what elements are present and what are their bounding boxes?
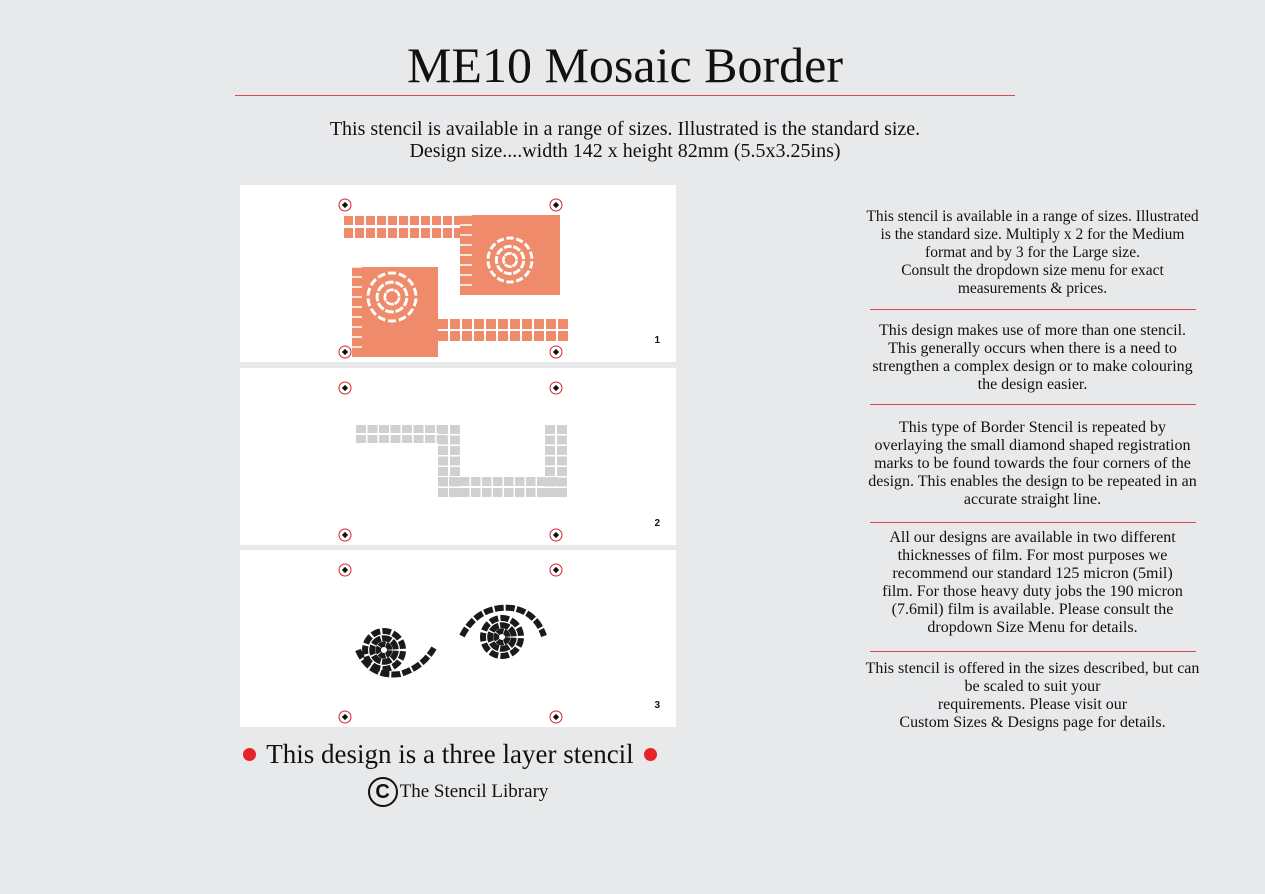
mosaic-tile	[344, 216, 353, 225]
mosaic-tile	[460, 477, 470, 486]
spiral-tile	[490, 652, 498, 656]
mosaic-tile	[498, 319, 508, 329]
mosaic-tile	[402, 425, 412, 433]
mosaic-tile	[545, 467, 555, 476]
stencil-layer-3-artwork	[240, 550, 676, 727]
info-line: All our designs are available in two different	[889, 529, 1176, 546]
mosaic-tile	[526, 488, 536, 497]
mosaic-tile	[557, 457, 567, 466]
spiral-tile	[504, 272, 512, 273]
copyright-text: The Stencil Library	[399, 781, 549, 802]
info-line: film. For those heavy duty jobs the 190 micron	[882, 583, 1183, 600]
spiral-tile	[392, 641, 396, 649]
mosaic-tile	[366, 216, 375, 225]
mosaic-tile	[557, 425, 567, 434]
spiral-tile	[393, 661, 399, 667]
spiral-tile	[484, 643, 489, 650]
spiral-tile	[372, 646, 373, 655]
mosaic-tile	[498, 331, 508, 341]
info-divider	[870, 404, 1196, 405]
mosaic-tile	[391, 435, 401, 443]
spiral-tile	[380, 644, 386, 646]
spiral-tile	[519, 638, 521, 646]
spiral-tile	[490, 633, 491, 642]
mosaic-tile	[399, 228, 408, 238]
info-line: design. This enables the design to be repeated in an	[868, 473, 1197, 490]
info-line: Custom Sizes & Designs page for details.	[899, 714, 1166, 731]
mosaic-tile	[462, 319, 472, 329]
info-column	[835, 208, 1230, 732]
spiral-tile	[378, 647, 379, 653]
mosaic-tile	[450, 457, 460, 466]
spiral-tile	[377, 293, 378, 301]
spiral-tile	[530, 261, 532, 268]
mosaic-tile	[522, 319, 532, 329]
intro-line-1: This stencil is available in a range of sizes. Illustrated is the standard size.	[329, 118, 921, 140]
mosaic-tile	[534, 331, 544, 341]
mosaic-tile	[410, 228, 419, 238]
mosaic-tile	[545, 457, 555, 466]
spiral-tile	[392, 651, 396, 659]
mosaic-tile	[450, 436, 460, 445]
mosaic-tile	[471, 477, 481, 486]
mosaic-tile	[546, 319, 556, 329]
spiral-tile	[488, 261, 490, 268]
mosaic-tile	[515, 477, 525, 486]
spiral-tile	[511, 620, 517, 626]
info-line: This design makes use of more than one stencil.	[878, 322, 1187, 339]
title-divider	[235, 95, 1015, 96]
stencil-layer-1	[240, 185, 676, 362]
spiral-tile	[385, 293, 386, 301]
info-line: Consult the dropdown size menu for exact	[901, 262, 1164, 279]
spiral-tile	[372, 631, 380, 635]
mosaic-tile	[545, 436, 555, 445]
layer-number-3: 3	[654, 700, 660, 711]
layer-tagline	[220, 737, 680, 771]
info-line: is the standard size. Multiply x 2 for the Medium	[880, 226, 1185, 243]
mosaic-tile	[510, 331, 520, 341]
mosaic-tile	[410, 216, 419, 225]
mosaic-tile	[438, 436, 448, 445]
mosaic-tile	[414, 425, 424, 433]
mosaic-tile	[462, 331, 472, 341]
stencil-layer-1-artwork	[240, 185, 676, 362]
mosaic-tile	[546, 280, 558, 291]
mosaic-tile	[510, 319, 520, 329]
spiral-tile	[504, 632, 508, 637]
mosaic-tile	[449, 477, 459, 486]
mosaic-tile	[557, 478, 567, 487]
info-repeat	[835, 419, 1230, 509]
mosaic-tile	[438, 425, 448, 434]
mosaic-tile	[504, 477, 514, 486]
spiral-tile	[496, 256, 497, 264]
spiral-tile	[414, 288, 416, 296]
mosaic-tile	[460, 488, 470, 497]
info-line: overlaying the small diamond shaped registration	[874, 437, 1191, 454]
spiral-tile	[500, 618, 508, 619]
mosaic-tile	[443, 228, 452, 238]
mosaic-tile	[438, 477, 448, 486]
mosaic-tile	[546, 267, 558, 278]
mosaic-tile	[450, 331, 460, 341]
spiral-tile	[382, 631, 390, 632]
mosaic-tile	[557, 446, 567, 455]
info-line: (7.6mil) film is available. Please consult the	[891, 601, 1174, 618]
mosaic-tile	[534, 319, 544, 329]
spiral-tile	[484, 623, 489, 630]
mosaic-tile	[432, 228, 441, 238]
mosaic-tile	[391, 425, 401, 433]
spiral-tile	[368, 288, 370, 296]
info-line: the design easier.	[977, 376, 1088, 393]
mosaic-tile	[421, 216, 430, 225]
info-film	[835, 529, 1230, 637]
red-bullet-icon	[644, 748, 657, 761]
info-line: strengthen a complex design or to make colouring	[872, 358, 1193, 375]
mosaic-block	[352, 267, 438, 357]
mosaic-tile	[450, 425, 460, 434]
spiral-tile	[500, 625, 509, 627]
info-line: dropdown Size Menu for details.	[927, 619, 1138, 636]
spiral-tile	[386, 650, 390, 655]
mosaic-tile	[438, 467, 448, 476]
info-divider	[870, 309, 1196, 310]
info-line: be scaled to suit your	[964, 678, 1101, 695]
mosaic-tile	[449, 488, 459, 497]
mosaic-tile	[366, 228, 375, 238]
info-line: This stencil is available in a range of sizes. Illustrated	[866, 208, 1199, 225]
spiral-tile	[510, 638, 514, 646]
info-multi-stencil	[835, 322, 1230, 394]
layer-number-2: 2	[654, 518, 660, 529]
spiral-tile	[488, 252, 490, 259]
info-line: marks to be found towards the four corners of the	[874, 455, 1191, 472]
mosaic-tile	[515, 488, 525, 497]
mosaic-tile	[474, 319, 484, 329]
info-line: requirements. Please visit our	[937, 696, 1128, 713]
mosaic-tile	[425, 435, 435, 443]
mosaic-tile	[493, 477, 503, 486]
mosaic-tile	[558, 319, 568, 329]
mosaic-tile	[545, 488, 555, 497]
mosaic-tile	[546, 215, 558, 226]
intro-line-2: Design size....width 142 x height 82mm (5.5x3.25ins)	[409, 140, 841, 162]
mosaic-tile	[421, 228, 430, 238]
spiral-tile	[498, 631, 504, 633]
spiral-tile	[382, 668, 390, 669]
info-divider	[870, 651, 1196, 652]
spiral-tile	[401, 651, 403, 659]
mosaic-tile	[545, 478, 555, 487]
mosaic-tile	[486, 319, 496, 329]
red-bullet-icon	[243, 748, 256, 761]
info-line: accurate straight line.	[963, 491, 1102, 508]
mosaic-tile	[432, 216, 441, 225]
info-line: This generally occurs when there is a need to	[888, 340, 1177, 357]
tagline-text: This design is a three layer stencil	[266, 739, 634, 769]
mosaic-tile	[546, 331, 556, 341]
spiral-tile	[500, 647, 509, 649]
mosaic-tile	[493, 488, 503, 497]
mosaic-tile	[546, 241, 558, 252]
mosaic-tile	[402, 435, 412, 443]
spiral-tile	[500, 655, 508, 656]
mosaic-tile	[414, 435, 424, 443]
spiral-tile	[380, 654, 386, 656]
intro-text	[200, 118, 1050, 162]
spiral-tile	[414, 298, 416, 306]
info-custom	[835, 660, 1230, 732]
mosaic-tile	[557, 467, 567, 476]
mosaic-tile	[379, 425, 389, 433]
mosaic-tile	[438, 488, 448, 497]
spiral-tile	[393, 633, 399, 639]
spiral-tile	[386, 645, 390, 650]
info-sizes	[835, 208, 1230, 298]
stencil-layer-3	[240, 550, 676, 727]
spiral-tile	[498, 641, 504, 643]
spiral-tile	[385, 310, 393, 312]
info-line: thicknesses of film. For most purposes we	[897, 547, 1168, 564]
spiral-tile	[366, 636, 371, 643]
mosaic-tile	[482, 477, 492, 486]
copyright-notice	[240, 777, 676, 807]
spiral-tile	[511, 648, 517, 654]
copyright-icon: C	[368, 777, 398, 807]
mosaic-tile	[377, 216, 386, 225]
mosaic-tile	[379, 435, 389, 443]
mosaic-tile	[344, 228, 353, 238]
spiral-tile	[382, 638, 391, 640]
spiral-tile	[385, 282, 393, 284]
spiral-tile	[490, 618, 498, 622]
info-line: recommend our standard 125 micron (5mil)	[892, 565, 1173, 582]
mosaic-tile	[438, 331, 448, 341]
spiral-tile	[510, 628, 514, 636]
mosaic-tile	[438, 457, 448, 466]
spiral-tile	[503, 256, 504, 263]
mosaic-tile	[545, 425, 555, 434]
spiral-tile	[504, 246, 512, 247]
mosaic-tile	[450, 319, 460, 329]
spiral-tile	[401, 641, 403, 649]
spiral-tile	[504, 637, 508, 642]
mosaic-tile	[522, 331, 532, 341]
info-line: This stencil is offered in the sizes described, but can	[865, 660, 1200, 677]
mosaic-tile	[399, 216, 408, 225]
mosaic-tile	[368, 425, 378, 433]
info-line: measurements & prices.	[957, 280, 1108, 297]
spiral-tile	[519, 628, 521, 636]
spiral-tile	[496, 634, 497, 640]
mosaic-tile	[504, 488, 514, 497]
mosaic-tile	[355, 228, 364, 238]
mosaic-tile	[558, 331, 568, 341]
layer-number-1: 1	[654, 335, 660, 346]
info-line: format and by 3 for the Large size.	[925, 244, 1140, 261]
mosaic-tile	[356, 425, 366, 433]
mosaic-tile	[474, 331, 484, 341]
mosaic-tile	[356, 435, 366, 443]
mosaic-tile	[438, 446, 448, 455]
mosaic-tile	[546, 254, 558, 265]
mosaic-tile	[425, 425, 435, 433]
spiral-tile	[368, 298, 370, 306]
mosaic-tile	[546, 228, 558, 239]
stencil-layer-2	[240, 368, 676, 545]
mosaic-tile	[471, 488, 481, 497]
stencil-layer-2-artwork	[240, 368, 676, 545]
mosaic-tile	[438, 319, 448, 329]
spiral-tile	[530, 252, 532, 259]
mosaic-tile	[482, 488, 492, 497]
mosaic-tile	[388, 216, 397, 225]
mosaic-tile	[486, 331, 496, 341]
mosaic-tile	[443, 216, 452, 225]
mosaic-tile	[355, 216, 364, 225]
mosaic-tile	[450, 467, 460, 476]
mosaic-tile	[388, 228, 397, 238]
mosaic-tile	[557, 488, 567, 497]
mosaic-tile	[545, 446, 555, 455]
info-divider	[870, 522, 1196, 523]
page-title: ME10 Mosaic Border	[406, 37, 844, 93]
mosaic-tile	[450, 446, 460, 455]
mosaic-tile	[526, 477, 536, 486]
mosaic-tile	[368, 435, 378, 443]
info-line: This type of Border Stencil is repeated by	[898, 419, 1167, 436]
mosaic-tile	[377, 228, 386, 238]
spiral-tile	[382, 660, 391, 662]
mosaic-tile	[557, 436, 567, 445]
